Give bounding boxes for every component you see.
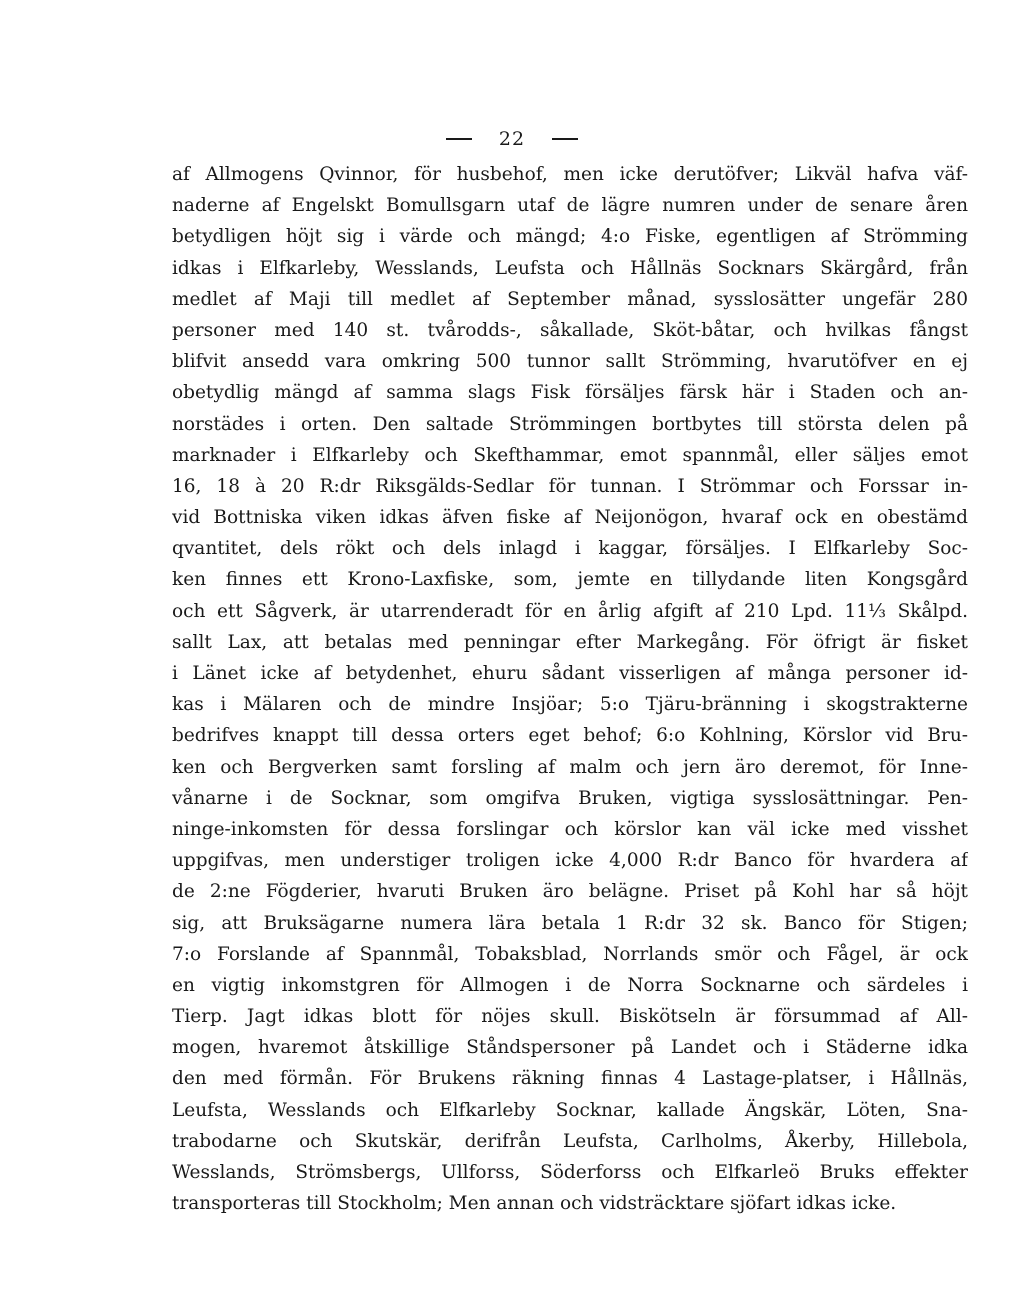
body-text <box>172 159 968 1219</box>
text-line: betydligen höjt sig i värde och mängd; 4:o Fiske, egentligen af Strömming <box>172 226 968 248</box>
text-line: Leufsta, Wesslands och Elfkarleby Socknar, kallade Ängskär, Löten, Sna- <box>172 1099 968 1121</box>
text-line: ken finnes ett Krono-Laxfiske, som, jemte en tillydande liten Kongsgård <box>172 569 968 591</box>
text-line: ninge-inkomsten för dessa forslingar och körslor kan väl icke med visshet <box>172 818 968 840</box>
text-line: ken och Bergverken samt forsling af malm och jern äro deremot, för Inne- <box>172 756 968 778</box>
text-line: vånarne i de Socknar, som omgifva Bruken, vigtiga sysslosättningar. Pen- <box>172 787 968 809</box>
text-line: qvantitet, dels rökt och dels inlagd i kaggar, försäljes. I Elfkarleby Soc- <box>172 538 968 560</box>
text-line: obetydlig mängd af samma slags Fisk försäljes färsk här i Staden och an- <box>172 382 968 404</box>
text-line: 16, 18 à 20 R:dr Riksgälds-Sedlar för tunnan. I Strömmar och Forssar in- <box>172 475 968 497</box>
text-line: kas i Mälaren och de mindre Insjöar; 5:o Tjäru-bränning i skogstrakterne <box>172 694 968 716</box>
text-line: mogen, hvaremot åtskillige Ståndspersoner på Landet och i Städerne idka <box>172 1037 968 1059</box>
text-line: vid Bottniska viken idkas äfven fiske af Neijonögon, hvaraf ock en obestämd <box>172 507 968 529</box>
text-line: af Allmogens Qvinnor, för husbehof, men icke derutöfver; Likväl hafva väf- <box>172 164 968 185</box>
text-line: norstädes i orten. Den saltade Strömmingen bortbytes till största delen på <box>172 413 968 435</box>
text-line: de 2:ne Fögderier, hvaruti Bruken äro belägne. Priset på Kohl har så höjt <box>172 881 968 903</box>
text-line: sallt Lax, att betalas med penningar efter Markegång. För öfrigt är fisket <box>172 631 968 653</box>
page-header <box>0 128 1024 154</box>
text-line: marknader i Elfkarleby och Skefthammar, emot spannmål, eller säljes emot <box>172 444 968 466</box>
text-line: Wesslands, Strömsbergs, Ullforss, Söderforss och Elfkarleö Bruks effekter <box>172 1162 968 1183</box>
text-line: sig, att Bruksägarne numera lära betala 1 R:dr 32 sk. Banco för Stigen; <box>172 912 968 934</box>
text-line: och ett Sågverk, är utarrenderadt för en årlig afgift af 210 Lpd. 11⅓ Skålpd. <box>172 600 968 622</box>
text-line: blifvit ansedd vara omkring 500 tunnor sallt Strömming, hvarutöfver en ej <box>172 351 968 373</box>
page-number: 22 <box>498 128 526 150</box>
text-line: personer med 140 st. tvårodds-, såkallade, Sköt-båtar, och hvilkas fångst <box>172 319 968 341</box>
header-rule-right <box>552 138 578 140</box>
text-line: uppgifvas, men understiger troligen icke 4,000 R:dr Banco för hvardera af <box>172 850 968 872</box>
text-line: 7:o Forslande af Spannmål, Tobaksblad, Norrlands smör och Fågel, är ock <box>172 943 968 965</box>
text-line: trabodarne och Skutskär, derifrån Leufsta, Carlholms, Åkerby, Hillebola, <box>172 1130 968 1152</box>
text-line: idkas i Elfkarleby, Wesslands, Leufsta och Hållnäs Socknars Skärgård, från <box>172 257 968 279</box>
text-line: naderne af Engelskt Bomullsgarn utaf de lägre numren under de senare åren <box>172 195 968 217</box>
text-line: i Länet icke af betydenhet, ehuru sådant visserligen af många personer id- <box>172 663 968 684</box>
text-line: en vigtig inkomstgren för Allmogen i de Norra Socknarne och särdeles i <box>172 974 968 996</box>
text-line: bedrifves knappt till dessa orters eget behof; 6:o Kohlning, Körslor vid Bru- <box>172 725 968 747</box>
header-rule-left <box>446 138 472 140</box>
text-line: den med förmån. För Brukens räkning finnas 4 Lastage-platser, i Hållnäs, <box>172 1068 968 1090</box>
text-line: transporteras till Stockholm; Men annan och vidsträcktare sjöfart idkas icke. <box>172 1193 897 1215</box>
text-line: medlet af Maji till medlet af September månad, sysslosätter ungefär 280 <box>172 288 968 310</box>
text-line: Tierp. Jagt idkas blott för nöjes skull. Biskötseln är försummad af All- <box>172 1006 968 1028</box>
